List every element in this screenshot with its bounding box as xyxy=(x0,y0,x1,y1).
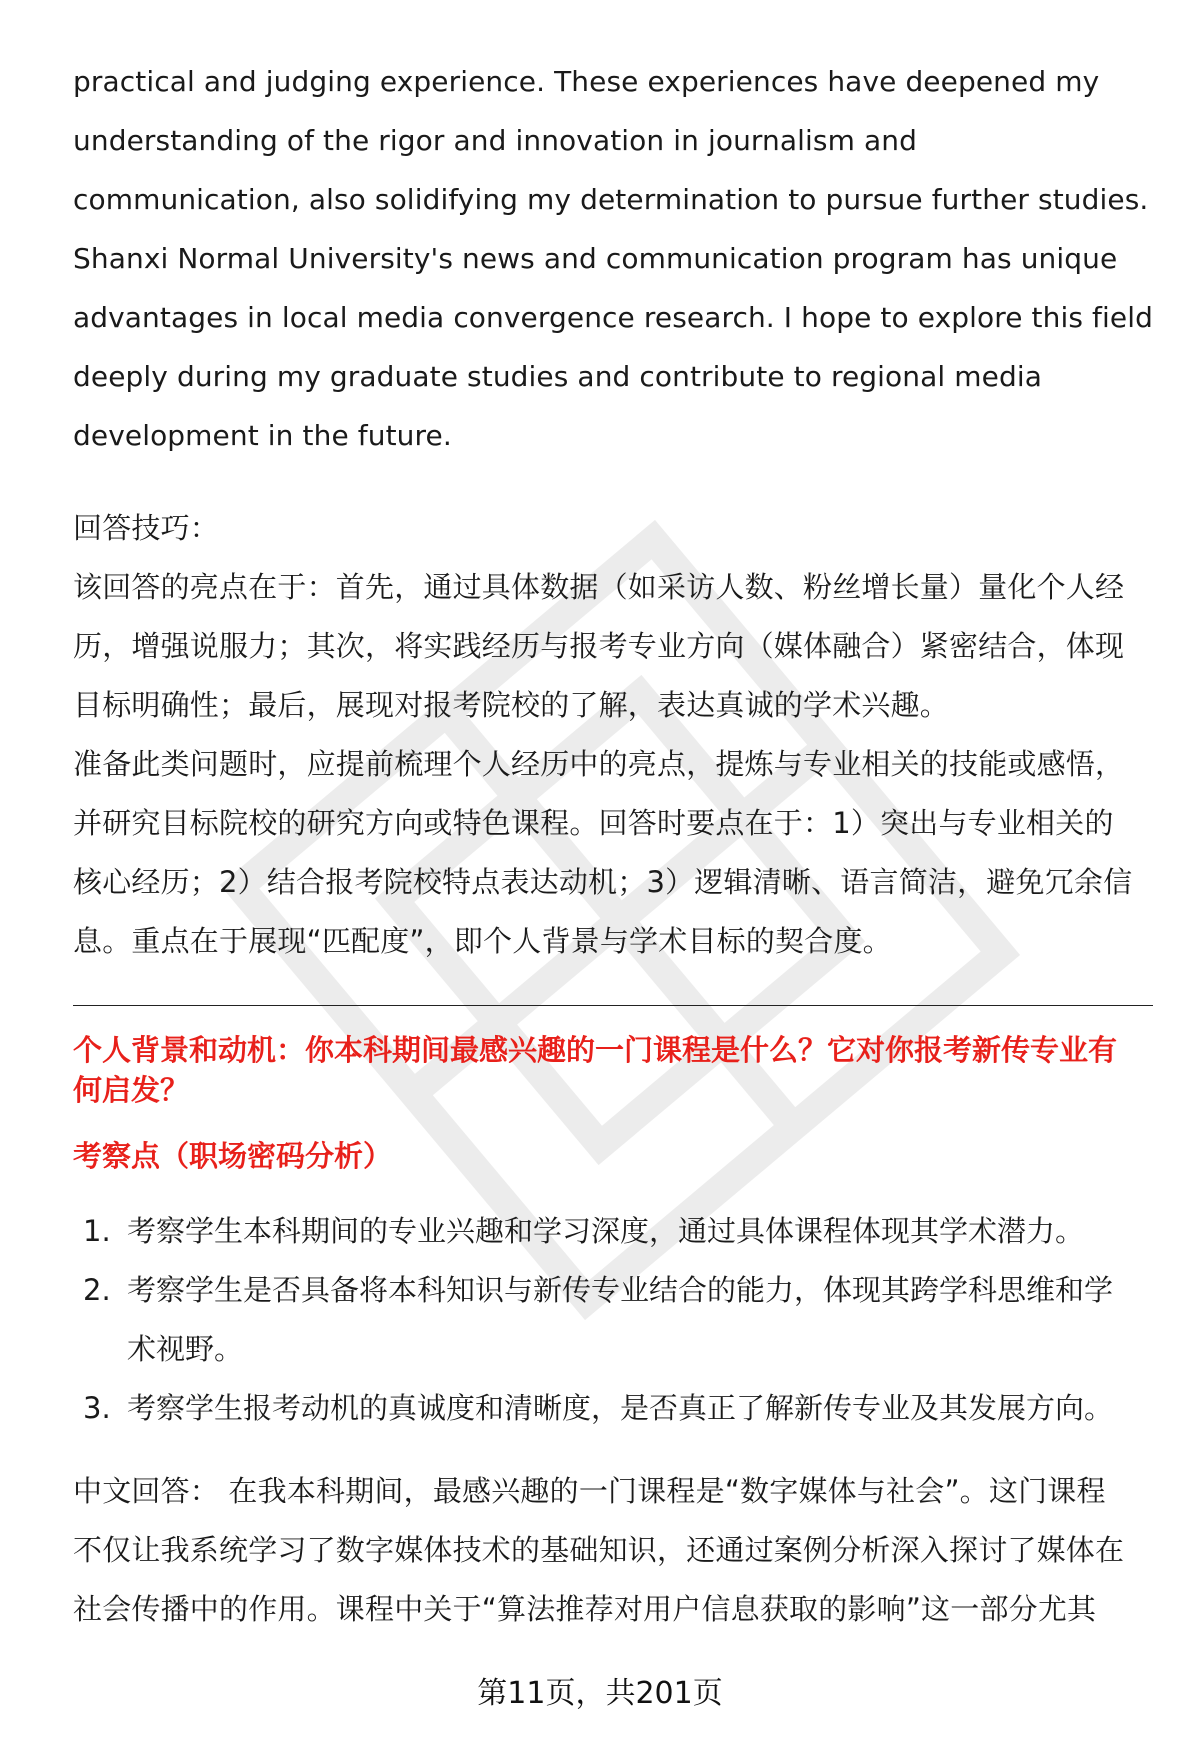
english-answer-block xyxy=(73,52,1153,465)
list-text: 术视野。 xyxy=(127,1332,244,1366)
list-number: 2. xyxy=(83,1273,111,1307)
document-page xyxy=(73,52,1153,1639)
tips-line: 该回答的亮点在于：首先，通过具体数据（如采访人数、粉丝增长量）量化个人经 xyxy=(73,570,1125,604)
english-line: practical and judging experience. These experiences have deepened my xyxy=(73,65,1100,98)
english-line: Shanxi Normal University's news and communication program has unique xyxy=(73,242,1118,275)
chinese-answer-line: 中文回答： 在我本科期间，最感兴趣的一门课程是“数字媒体与社会”。这门课程 xyxy=(73,1474,1106,1508)
tips-line: 准备此类问题时，应提前梳理个人经历中的亮点，提炼与专业相关的技能或感悟， xyxy=(73,747,1125,781)
tips-line: 息。重点在于展现“匹配度”，即个人背景与学术目标的契合度。 xyxy=(73,924,892,958)
question-title-line: 何启发？ xyxy=(73,1073,190,1107)
assessment-heading: 考察点（职场密码分析） xyxy=(73,1139,393,1173)
english-line: understanding of the rigor and innovation in journalism and xyxy=(73,124,917,157)
chinese-answer-block xyxy=(73,1462,1153,1639)
list-text: 考察学生报考动机的真诚度和清晰度，是否真正了解新传专业及其发展方向。 xyxy=(127,1391,1114,1425)
tips-line: 目标明确性；最后，展现对报考院校的了解，表达真诚的学术兴趣。 xyxy=(73,688,950,722)
english-line: development in the future. xyxy=(73,419,452,452)
english-line: deeply during my graduate studies and contribute to regional media xyxy=(73,360,1042,393)
list-item xyxy=(73,1379,1153,1438)
question-title-line: 个人背景和动机：你本科期间最感兴趣的一门课程是什么？它对你报考新传专业有 xyxy=(73,1033,1118,1067)
tips-heading: 回答技巧： xyxy=(73,511,220,545)
english-line: advantages in local media convergence research. I hope to explore this field xyxy=(73,301,1153,334)
chinese-answer-line: 社会传播中的作用。课程中关于“算法推荐对用户信息获取的影响”这一部分尤其 xyxy=(73,1592,1097,1626)
tips-line: 核心经历；2）结合报考院校特点表达动机；3）逻辑清晰、语言简洁，避免冗余信 xyxy=(73,865,1133,899)
section-divider xyxy=(73,1005,1153,1006)
tips-line: 历，增强说服力；其次，将实践经历与报考专业方向（媒体融合）紧密结合，体现 xyxy=(73,629,1125,663)
question-block xyxy=(73,1030,1153,1438)
list-item xyxy=(73,1202,1153,1261)
list-number: 1. xyxy=(83,1214,111,1248)
answer-tips-block xyxy=(73,499,1153,971)
page-number-footer: 第11页，共201页 xyxy=(477,1676,723,1711)
list-text: 考察学生本科期间的专业兴趣和学习深度，通过具体课程体现其学术潜力。 xyxy=(127,1214,1085,1248)
english-line: communication, also solidifying my determination to pursue further studies. xyxy=(73,183,1149,216)
tips-line: 并研究目标院校的研究方向或特色课程。回答时要点在于：1）突出与专业相关的 xyxy=(73,806,1114,840)
assessment-points xyxy=(73,1202,1153,1438)
chinese-answer-line: 不仅让我系统学习了数字媒体技术的基础知识，还通过案例分析深入探讨了媒体在 xyxy=(73,1533,1125,1567)
list-item xyxy=(73,1261,1153,1379)
list-text: 考察学生是否具备将本科知识与新传专业结合的能力，体现其跨学科思维和学 xyxy=(127,1273,1114,1307)
list-number: 3. xyxy=(83,1391,111,1425)
